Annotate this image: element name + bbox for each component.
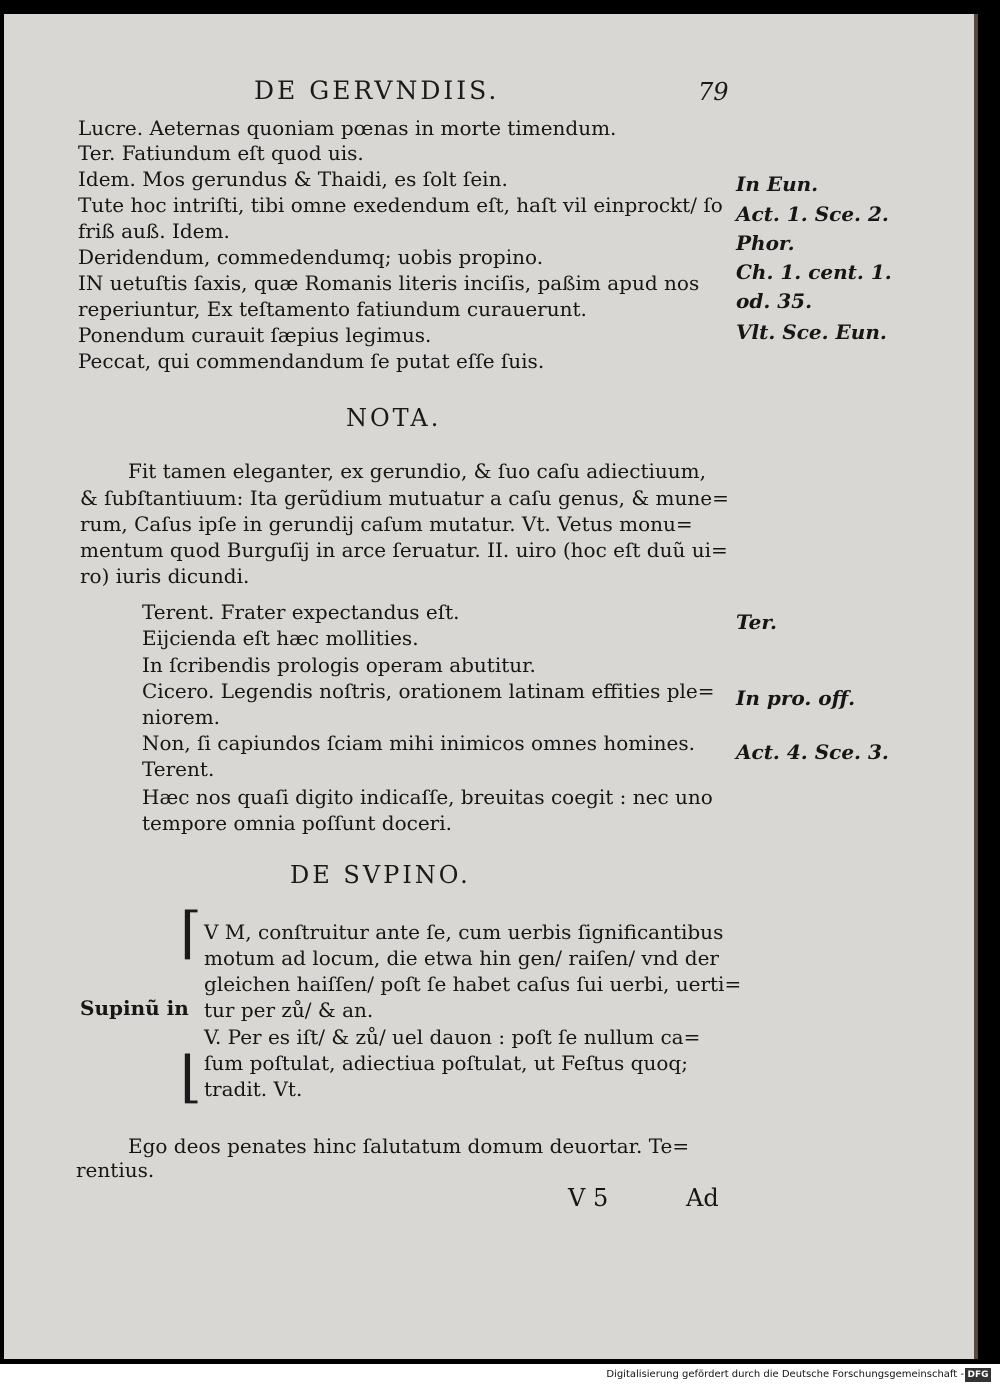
margin-note: Ch. 1. cent. 1. (736, 260, 892, 284)
text-line: Idem. Mos gerundus & Thaidi, es ſolt ſein. (78, 167, 508, 191)
text-line: IN uetuſtis ſaxis, quæ Romanis literis inciſis, paßim apud nos (78, 271, 700, 295)
margin-note: Act. 1. Sce. 2. (736, 202, 889, 226)
text-line: In ſcribendis prologis operam abutitur. (142, 653, 536, 677)
text-line: friß auß. Idem. (78, 219, 230, 243)
text-line: reperiuntur, Ex teſtamento fatiundum curauerunt. (78, 297, 587, 321)
text-line: tradit. Vt. (204, 1077, 303, 1101)
page-number: 79 (698, 78, 729, 106)
section-heading-supino: DE SVPINO. (290, 861, 471, 889)
signature-mark: V 5 (568, 1184, 609, 1212)
text-line: V M, conſtruitur ante ſe, cum uerbis ſignificantibus (204, 920, 724, 944)
side-label: Supinũ in (80, 996, 189, 1020)
text-line: Terent. Frater expectandus eſt. (142, 600, 460, 624)
running-header: DE GERVNDIIS. (254, 76, 500, 105)
text-line: & ſubſtantiuum: Ita gerũdium mutuatur a caſu genus, & mune= (80, 486, 729, 510)
text-line: Eijcienda eſt hæc mollities. (142, 626, 419, 650)
text-line: rentius. (76, 1158, 155, 1182)
text-line: Deridendum, commedendumq; uobis propino. (78, 245, 544, 269)
text-line: gleichen haiſſen/ poſt ſe habet caſus ſui uerbi, uerti= (204, 972, 742, 996)
text-line: niorem. (142, 705, 221, 729)
text-line: Ponendum curauit ſæpius legimus. (78, 323, 432, 347)
text-line: tempore omnia poſſunt doceri. (142, 811, 452, 835)
margin-note: Phor. (736, 231, 795, 255)
text-line: Ter. Fatiundum eſt quod uis. (78, 141, 364, 165)
text-line: Cicero. Legendis noſtris, orationem latinam effities ple= (142, 679, 715, 703)
text-line: tur per zů/ & an. (204, 998, 374, 1022)
bracket-top: ⌈ (180, 901, 202, 966)
dfg-logo-icon: DFG (965, 1368, 991, 1382)
text-line: Non, ſi capiundos ſciam mihi inimicos omnes homines. (142, 731, 695, 755)
text-line: Lucre. Aeternas quoniam pœnas in morte timendum. (78, 116, 617, 140)
text-line: V. Per es iſt/ & zů/ uel dauon : poſt ſe nullum ca= (204, 1025, 701, 1049)
text-line: Ego deos penates hinc ſalutatum domum deuortar. Te= (128, 1134, 690, 1158)
text-line: Fit tamen eleganter, ex gerundio, & ſuo caſu adiectiuum, (128, 459, 706, 483)
page-edge (974, 14, 978, 1359)
margin-note: od. 35. (736, 289, 813, 313)
catchword: Ad (686, 1184, 719, 1212)
text-line: Hæc nos quaſi digito indicaſſe, breuitas coegit : nec uno (142, 785, 713, 809)
footer-credit: Digitalisierung gefördert durch die Deutsche Forschungsgemeinschaft - (606, 1369, 964, 1380)
bracket-bottom: ⌊ (180, 1045, 202, 1110)
margin-note: In pro. off. (736, 686, 856, 710)
margin-note: In Eun. (736, 172, 819, 196)
text-line: ro) iuris dicundi. (80, 564, 250, 588)
text-line: mentum quod Burguſij in arce ſeruatur. II. uiro (hoc eſt duũ ui= (80, 538, 728, 562)
text-line: motum ad locum, die etwa hin gen/ raiſen/ vnd der (204, 946, 719, 970)
margin-note: Ter. (736, 610, 777, 634)
margin-note: Vlt. Sce. Eun. (736, 320, 887, 344)
text-line: Peccat, qui commendandum ſe putat eſſe ſuis. (78, 349, 545, 373)
text-line: Tute hoc intriſti, tibi omne exedendum eſt, haſt vil einprockt/ ſo (78, 193, 723, 217)
text-line: ſum poſtulat, adiectiua poſtulat, ut Feſtus quoq; (204, 1051, 688, 1075)
text-line: Terent. (142, 757, 215, 781)
section-heading-nota: NOTA. (346, 404, 442, 432)
margin-note: Act. 4. Sce. 3. (736, 740, 889, 764)
text-line: rum, Caſus ipſe in gerundij caſum mutatur. Vt. Vetus monu= (80, 512, 693, 536)
